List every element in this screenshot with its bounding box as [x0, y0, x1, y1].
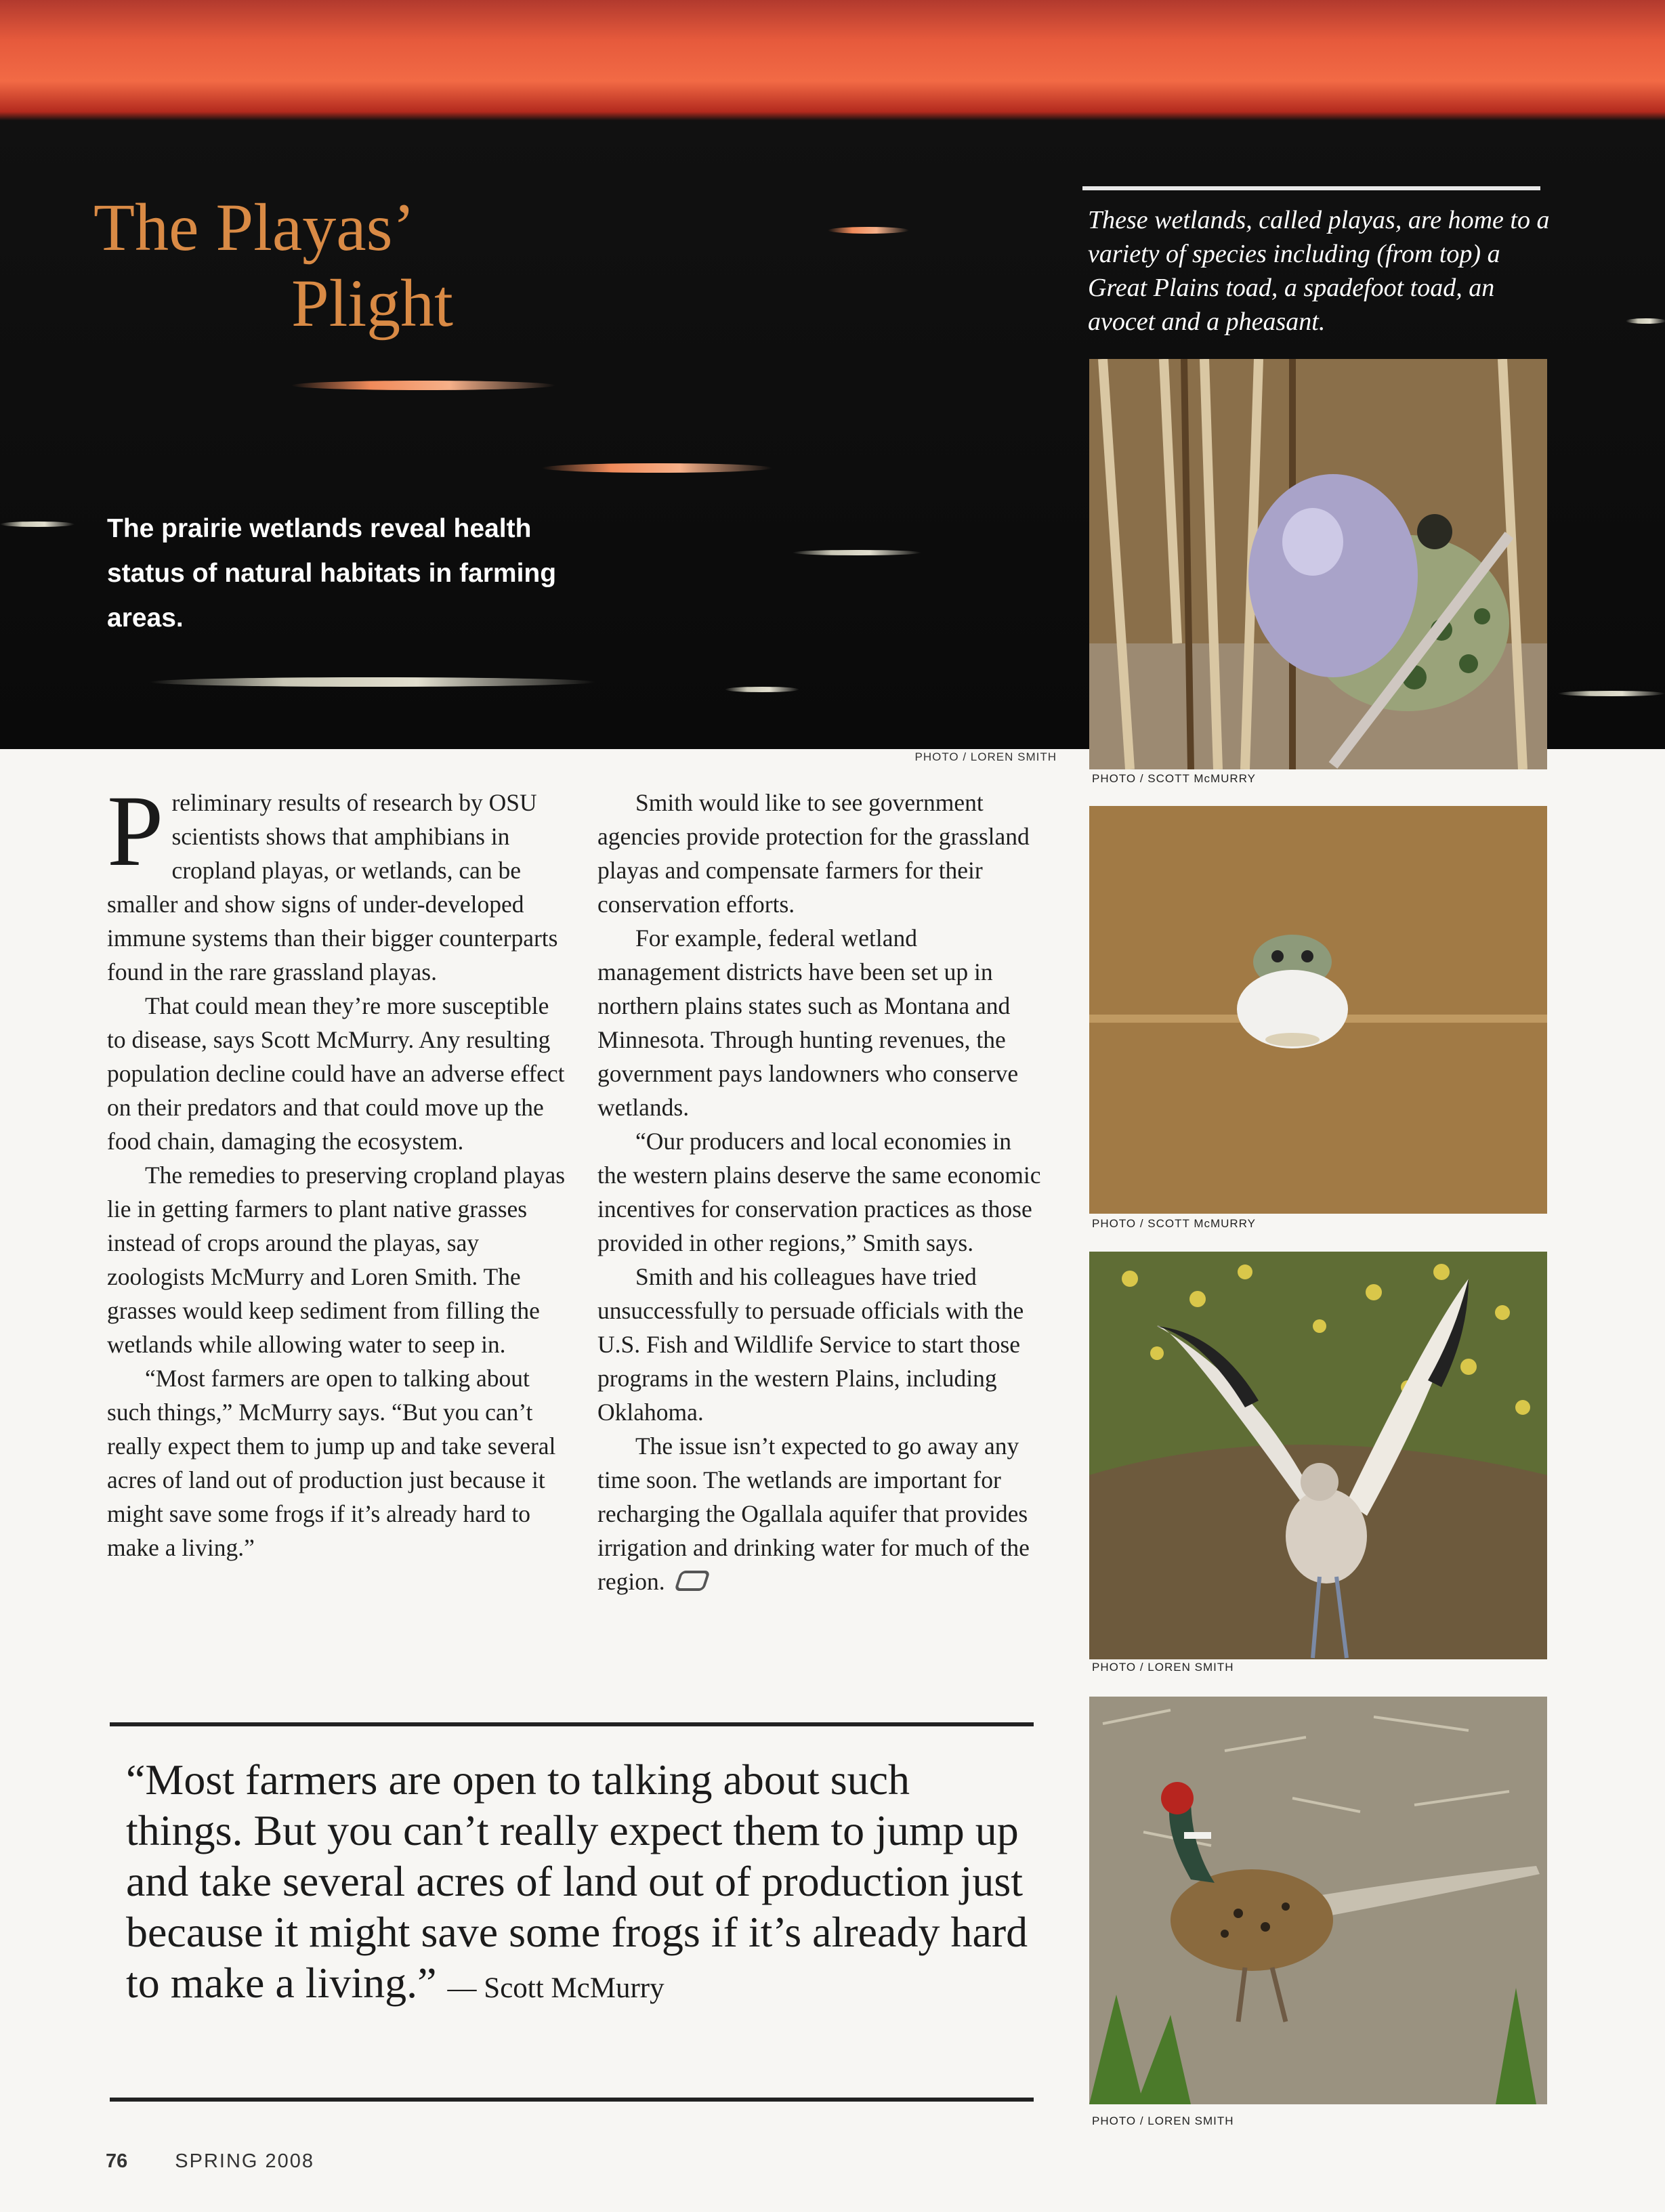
- pullquote-bottom-rule: [110, 2098, 1034, 2102]
- photo-spadefoot-toad: [1089, 806, 1547, 1214]
- pullquote-attribution: — Scott McMurry: [447, 1972, 665, 2004]
- paragraph-1-text: reliminary results of research by OSU scientists shows that amphibians in cropland playas, or wetlands, can be smaller and show signs of under-developed immune systems than their bigger counterparts found in the rare grassland playas.: [107, 789, 558, 985]
- folio: [106, 2150, 314, 2173]
- paragraph-9-text: The issue isn’t expected to go away any time soon. The wetlands are important for recharging the Ogallala aquifer that provides irrigation and drinking water for much of the region.: [597, 1432, 1030, 1595]
- end-mark-icon: [674, 1571, 711, 1591]
- photo-credit-1: PHOTO / SCOTT McMURRY: [1092, 772, 1257, 785]
- body-paragraph-7: “Our producers and local economies in the western plains deserve the same economic incentives for conservation practices as those provided in other regions,” Smith says.: [597, 1128, 1041, 1256]
- photo-credit-2: PHOTO / SCOTT McMURRY: [1092, 1217, 1257, 1230]
- hero-photo-credit: PHOTO / LOREN SMITH: [914, 750, 1057, 763]
- body-paragraph-5: Smith would like to see government agencies provide protection for the grassland playas and compensate farmers for their conservation efforts.: [597, 789, 1030, 918]
- article-title: [93, 190, 568, 341]
- page-number: 76: [106, 2150, 128, 2172]
- article-dek: The prairie wetlands reveal health status of natural habitats in farming areas.: [107, 514, 557, 633]
- body-paragraph-3: The remedies to preserving cropland playas lie in getting farmers to plant native grasses instead of crops around the playas, say zoologists McMurry and Loren Smith. The grasses would keep sediment from filling the wetlands while allowing water to seep in.: [107, 1162, 566, 1358]
- photo-pheasant: [1089, 1697, 1547, 2104]
- body-paragraph-8: Smith and his colleagues have tried unsuccessfully to persuade officials with the U.S. Fish and Wildlife Service to start those programs in the western Plains, including Oklahoma.: [597, 1263, 1024, 1426]
- avocet-illustration: [1089, 1252, 1547, 1659]
- issue-date: SPRING 2008: [175, 2150, 315, 2172]
- photo-caption: These wetlands, called playas, are home to a variety of species including (from top) a Great Plains toad, a spadefoot toad, an avocet and a pheasant.: [1088, 206, 1550, 336]
- photo-credit-3: PHOTO / LOREN SMITH: [1092, 1661, 1234, 1674]
- title-line-1: The Playas’: [93, 190, 415, 265]
- photo-avocet: [1089, 1252, 1547, 1659]
- body-paragraph-2: That could mean they’re more susceptible to disease, says Scott McMurry. Any resulting population decline could have an adverse effect on their predators and that could move up the food chain, damaging the ecosystem.: [107, 992, 565, 1155]
- caption-rule: [1082, 186, 1540, 190]
- pullquote-top-rule: [110, 1722, 1034, 1726]
- title-line-2: Plight: [291, 265, 453, 341]
- body-column-1: [107, 775, 568, 1565]
- spadefoot-illustration: [1089, 806, 1547, 1214]
- pullquote-text: “Most farmers are open to talking about such things. But you can’t really expect them to jump up and take several acres of land out of production just because it might save some frogs if it’s already hard to make a living.”: [126, 1756, 1028, 2007]
- drop-cap: P: [107, 775, 164, 887]
- body-paragraph-1: [107, 775, 568, 989]
- body-paragraph-9: [597, 1429, 1045, 1598]
- body-paragraph-6: For example, federal wetland management districts have been set up in northern plains states such as Montana and Minnesota. Through hunting revenues, the government pays landowners who conserve wetlands.: [597, 924, 1019, 1121]
- pheasant-illustration: [1089, 1697, 1547, 2104]
- photo-great-plains-toad: [1089, 359, 1547, 769]
- photo-credit-4: PHOTO / LOREN SMITH: [1092, 2114, 1234, 2127]
- pullquote: [126, 1754, 1034, 2014]
- body-column-2: [597, 786, 1045, 1598]
- body-paragraph-4: “Most farmers are open to talking about such things,” McMurry says. “But you can’t really expect them to jump up and take several acres of land out of production just because it might save some frogs if it’s already hard to make a living.”: [107, 1365, 556, 1561]
- toad-illustration: [1089, 359, 1547, 769]
